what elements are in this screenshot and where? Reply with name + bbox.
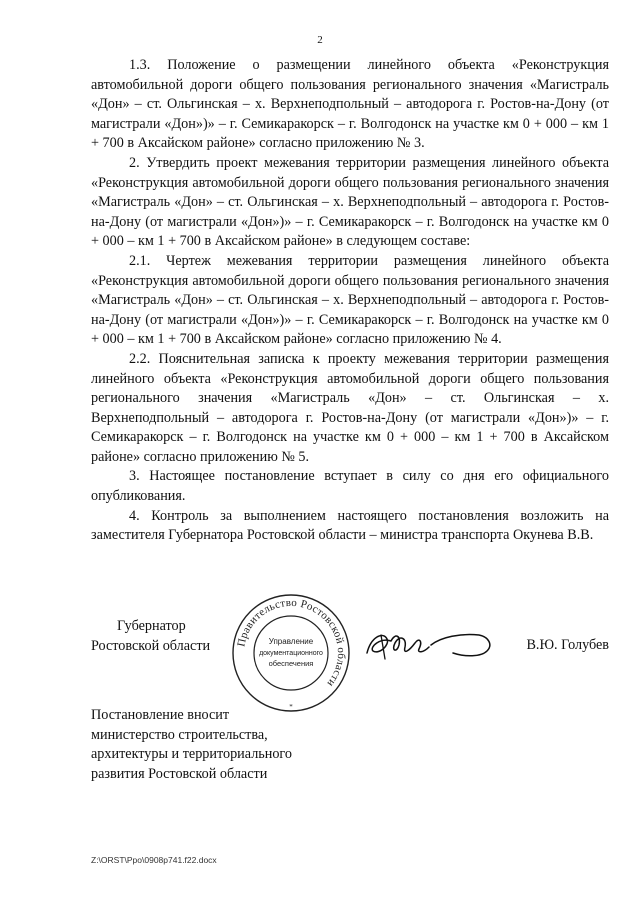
- file-path-footer: Z:\ORST\Ppo\0908p741.f22.docx: [91, 855, 217, 865]
- paragraph-3: 3. Настоящее постановление вступает в силу со дня его официального опубликования.: [91, 468, 609, 505]
- document-body: [91, 56, 609, 546]
- page-number: 2: [317, 34, 323, 46]
- svg-text:*: *: [289, 703, 293, 711]
- signature-block: [91, 596, 609, 711]
- seal-inner-line-2: документационного: [259, 650, 323, 657]
- submitter-note: [91, 706, 351, 784]
- paragraph-2: 2. Утвердить проект межевания территории размещения линейного объекта «Реконструкция автомобильной дороги общего пользования регионального значения «Магистраль «Дон» – ст. Ольгинская – х. Верхнеподпольный – автодорога г. Ростов-на-Дону (от магистрали «Дон»)» – г. Семикаракорск – г. Волгодонск на участке км 0 + 000 – км 1 + 700 в Аксайском районе» в следующем составе:: [91, 154, 609, 250]
- signer-name: В.Ю. Голубев: [526, 637, 609, 653]
- submitter-line-4: развития Ростовской области: [91, 765, 268, 782]
- signer-position-line-2: Ростовской области: [91, 637, 211, 654]
- handwritten-signature: [361, 623, 501, 667]
- paragraph-1-3: 1.3. Положение о размещении линейного объекта «Реконструкция автомобильной дороги общего пользования регионального значения «Магистраль «Дон» – ст. Ольгинская – х. Верхнеподпольный – автодорога г. Ростов-на-Дону (от магистрали «Дон»)» – г. Семикаракорск – г. Волгодонск на участке км 0 + 000 – км 1 + 700 в Аксайском районе» согласно приложению № 3.: [91, 57, 609, 152]
- paragraph-4: 4. Контроль за выполнением настоящего постановления возложить на заместителя Губернатора Ростовской области – министра транспорта Окунева В.В.: [91, 507, 609, 544]
- seal-outer-text: Правительство Ростовской области: [235, 596, 348, 690]
- paragraph-2-1: 2.1. Чертеж межевания территории размещения линейного объекта «Реконструкция автомобильной дороги общего пользования регионального значения «Магистраль «Дон» – ст. Ольгинская – х. Верхнеподпольный – автодорога г. Ростов-на-Дону (от магистрали «Дон»)» – г. Семикаракорск – г. Волгодонск на участке км 0 + 000 – км 1 + 700 в Аксайском районе» согласно приложению № 4.: [91, 252, 609, 348]
- paragraph-2-2: 2.2. Пояснительная записка к проекту межевания территории размещения линейного объекта «Реконструкция автомобильной дороги общего пользования регионального значения «Магистраль «Дон» – ст. Ольгинская – х. Верхнеподпольный – автодорога г. Ростов-на-Дону (от магистрали «Дон»)» – г. Семикаракорск – г. Волгодонск на участке км 0 + 000 – км 1 + 700 в Аксайском районе» согласно приложению № 5.: [91, 350, 609, 465]
- signer-position-line-1: Губернатор: [117, 618, 186, 634]
- submitter-line-1: Постановление вносит: [91, 707, 230, 723]
- submitter-line-3: архитектуры и территориального: [91, 746, 292, 763]
- seal-inner-line-1: Управление: [268, 637, 314, 646]
- submitter-line-2: министерство строительства,: [91, 726, 268, 743]
- seal-inner-line-3: обеспечения: [268, 659, 314, 668]
- official-seal-stamp: [229, 591, 353, 715]
- signer-position: [91, 617, 210, 656]
